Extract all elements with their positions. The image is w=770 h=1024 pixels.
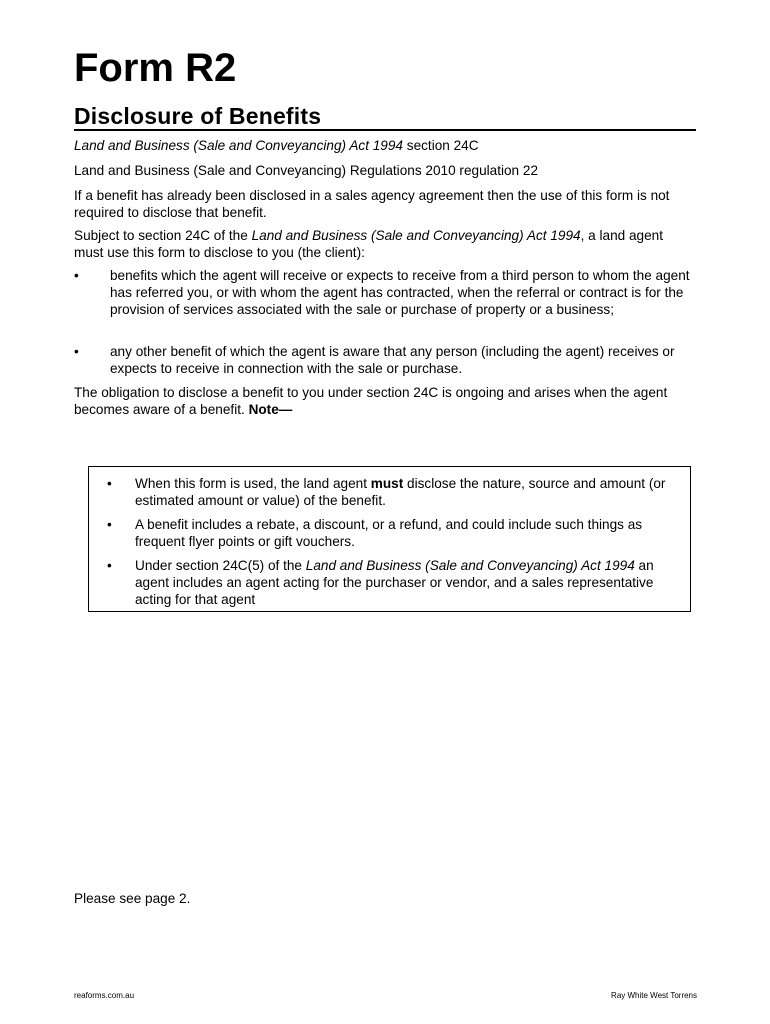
continuation-note: Please see page 2. — [74, 891, 191, 906]
note-item-text: Under section 24C(5) of the Land and Business (Sale and Conveyancing) Act 1994 an agent includes an agent acting for the purchaser or vendor, and a sales representative acting for that agent — [135, 558, 654, 607]
page-subtitle: Disclosure of Benefits — [74, 103, 322, 129]
bullet-icon: • — [107, 558, 112, 573]
list-item-text: benefits which the agent will receive or expects to receive from a third person to whom the agent has referred you, or with whom the agent has contracted, when the referral or contract is for the provision of services associated with the sale or purchase of property or a business; — [110, 268, 690, 317]
act-name: Land and Business (Sale and Conveyancing) Act 1994 — [74, 138, 403, 153]
note-box — [88, 466, 691, 612]
regulations-reference: Land and Business (Sale and Conveyancing) Regulations 2010 regulation 22 — [74, 163, 539, 178]
footer-website: reaforms.com.au — [74, 991, 135, 1000]
note-label: Note— — [248, 402, 293, 417]
bullet-icon: • — [74, 268, 79, 283]
form-title: Form R2 — [74, 46, 237, 90]
act-reference — [74, 137, 694, 154]
note-item-text: A benefit includes a rebate, a discount, or a refund, and could include such things as frequent flyer points or gift vouchers. — [135, 517, 643, 549]
already-disclosed-paragraph: If a benefit has already been disclosed in a sales agency agreement then the use of this form is not required to disclose that benefit. — [74, 188, 670, 220]
act-section: section 24C — [403, 138, 479, 153]
footer-agency: Ray White West Torrens — [611, 991, 697, 1000]
subject-paragraph: Subject to section 24C of the Land and Business (Sale and Conveyancing) Act 1994, a land agent must use this form to disclose to you (the client): — [74, 228, 663, 260]
list-item-text: any other benefit of which the agent is aware that any person (including the agent) receives or expects to receive in connection with the sale or purchase. — [110, 344, 675, 376]
bullet-icon: • — [74, 344, 79, 359]
subtitle-underline — [74, 103, 696, 131]
subject-act-name: Land and Business (Sale and Conveyancing) Act 1994 — [251, 228, 581, 243]
obligation-paragraph: The obligation to disclose a benefit to you under section 24C is ongoing and arises when the agent becomes aware of a benefit. Note— — [74, 385, 668, 417]
note-item-text: When this form is used, the land agent must disclose the nature, source and amount (or estimated amount or value) of the benefit. — [135, 476, 666, 508]
bullet-icon: • — [107, 517, 112, 532]
bullet-icon: • — [107, 476, 112, 491]
